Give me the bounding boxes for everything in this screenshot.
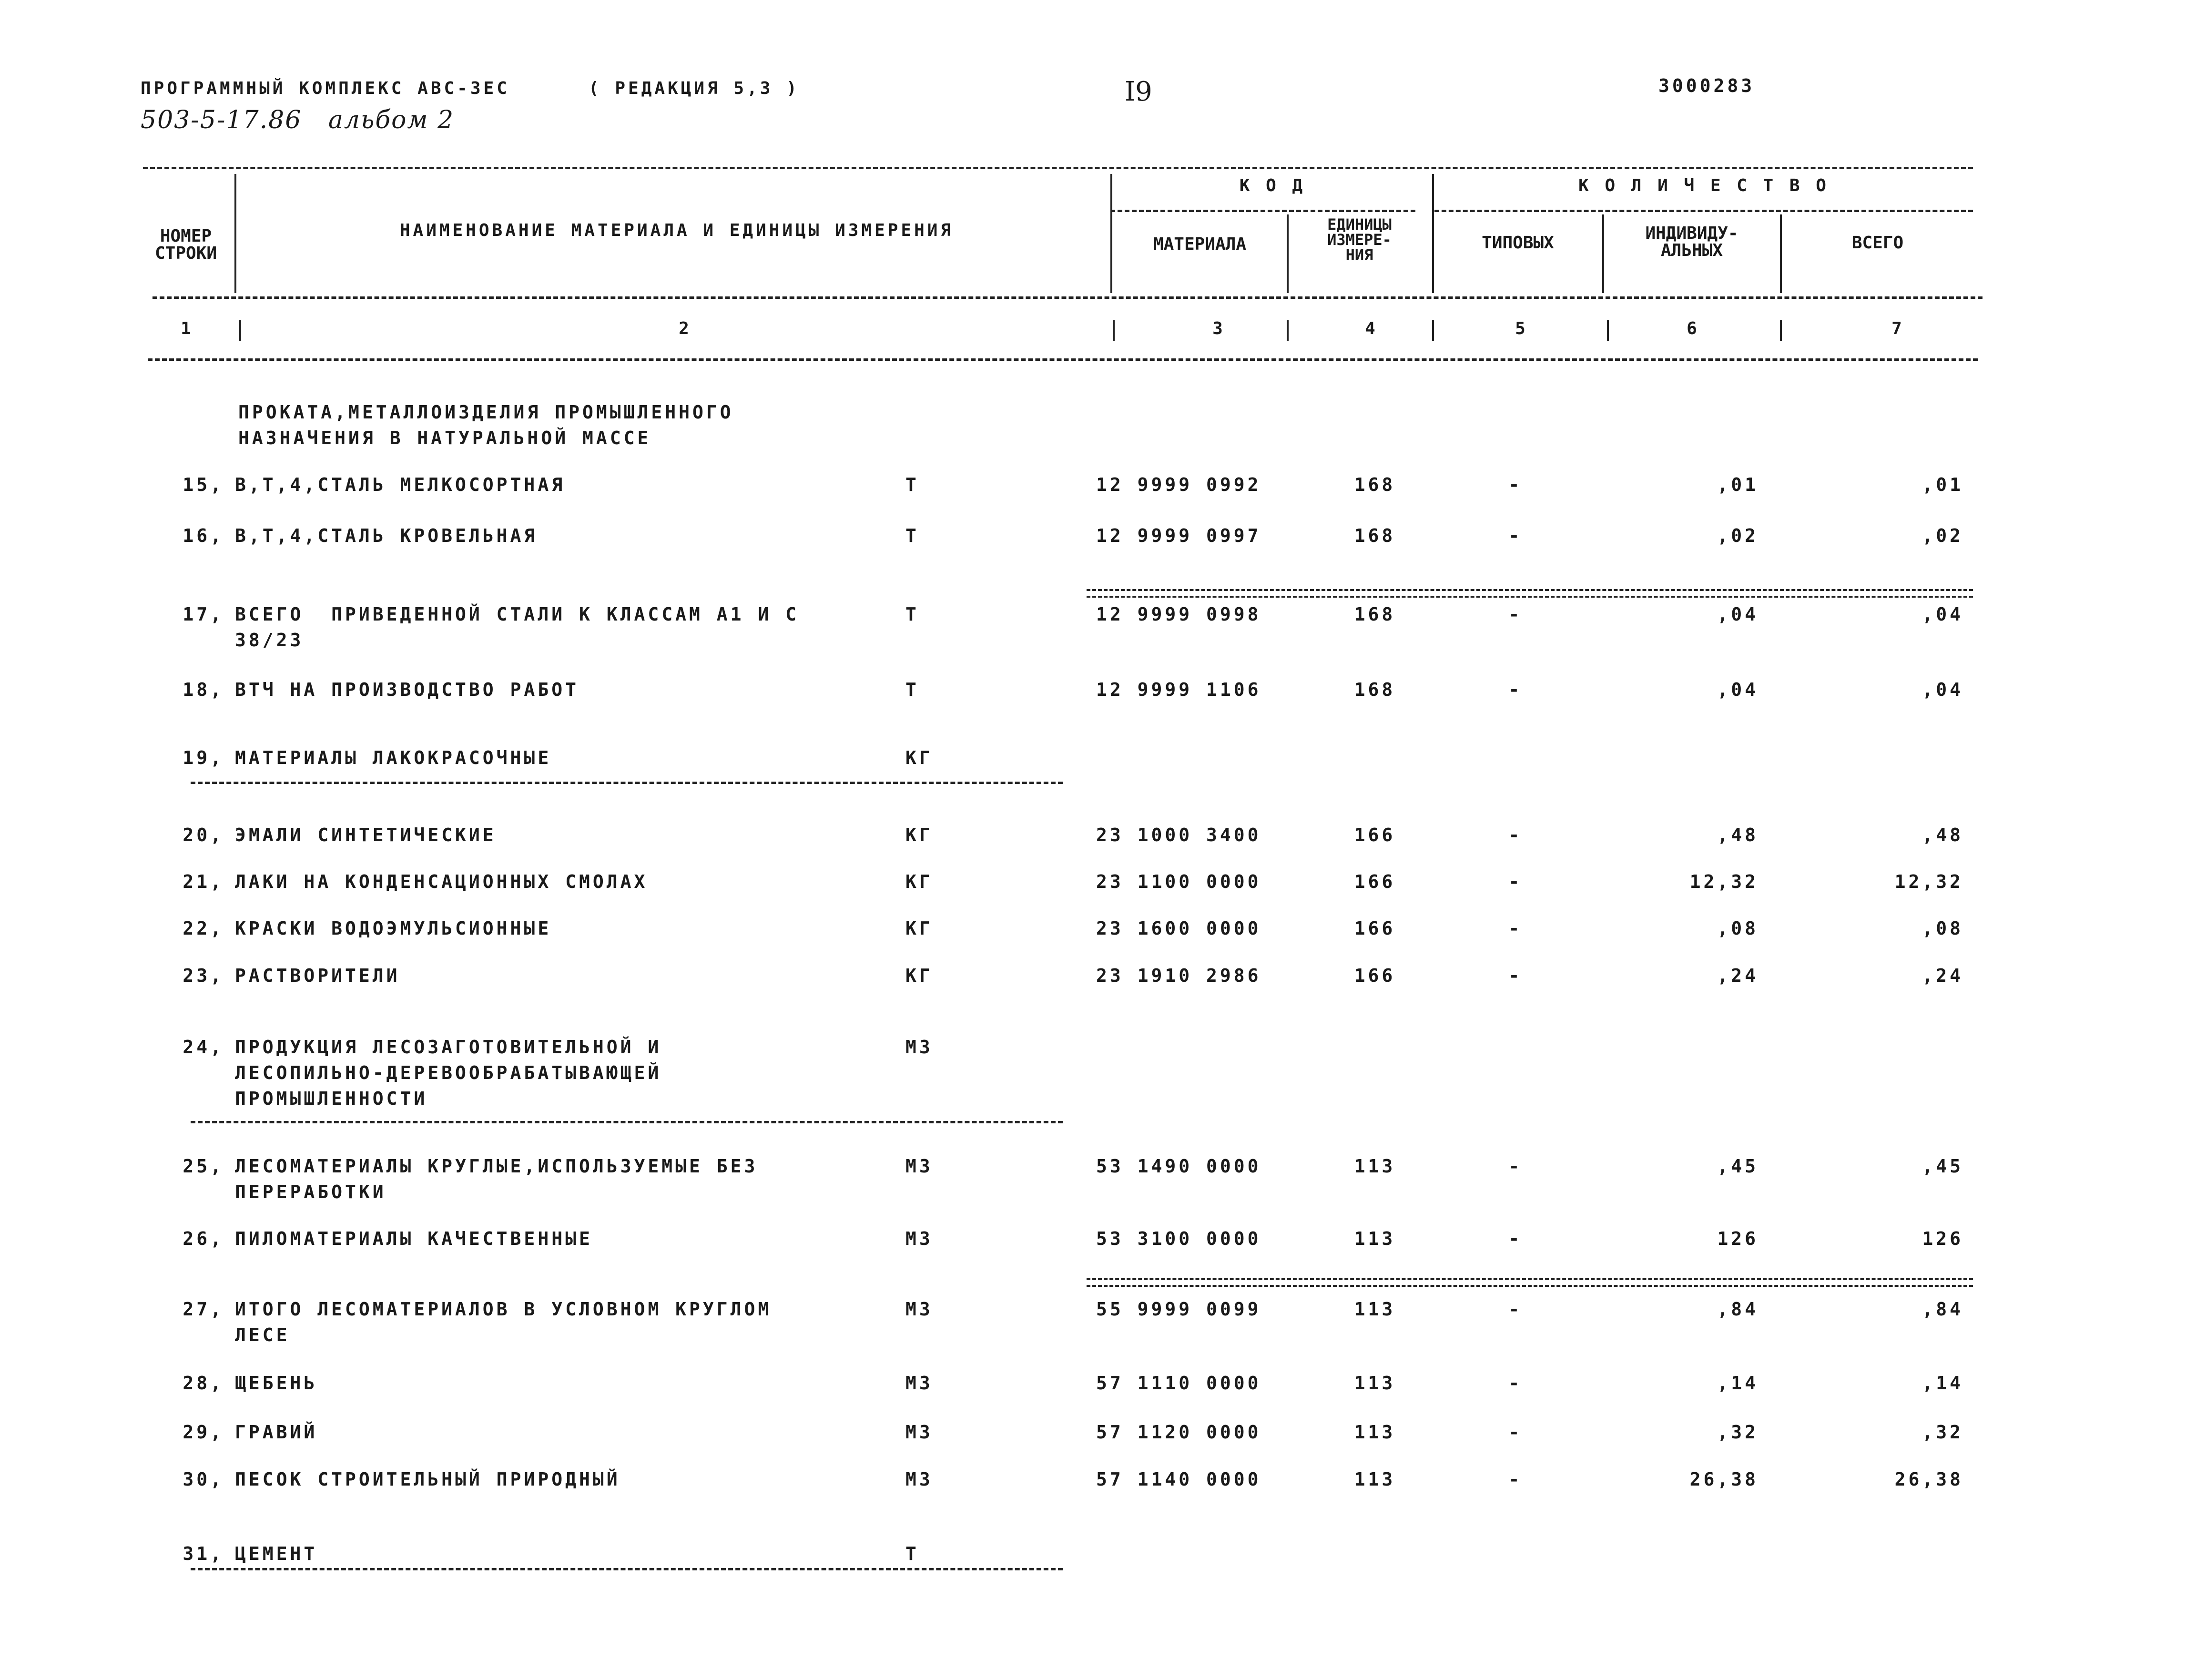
col-number-6: 6 [1687,319,1697,338]
cell-typ: - [1508,825,1523,845]
cell-ind: ,14 [1717,1373,1759,1394]
cell-no: 18, [183,679,224,700]
header-individual: ИНДИВИДУ- АЛЬНЫХ [1645,224,1738,260]
cell-code: 12 9999 0998 [1096,604,1261,625]
cell-name: ЩЕБЕНЬ [235,1373,318,1394]
program-edition: ( РЕДАКЦИЯ 5,3 ) [589,79,800,98]
cell-tot: ,45 [1922,1156,1963,1177]
cell-code: 12 9999 1106 [1096,679,1261,700]
cell-ucode: 168 [1354,679,1396,700]
col-number-2: 2 [679,319,689,338]
cell-tot: ,14 [1922,1373,1963,1394]
col-number-4: 4 [1365,319,1375,338]
cell-name: ПРОДУКЦИЯ ЛЕСОЗАГОТОВИТЕЛЬНОЙ И ЛЕСОПИЛЬНО-ДЕРЕВООБРАБАТЫВАЮЩЕЙ ПРОМЫШЛЕННОСТИ [235,1037,662,1109]
cell-tot: ,84 [1922,1299,1963,1320]
cell-unit: М3 [905,1469,933,1490]
cell-name: ЭМАЛИ СИНТЕТИЧЕСКИЕ [235,825,497,845]
cell-ind: ,04 [1717,679,1759,700]
cell-code: 23 1100 0000 [1096,871,1261,892]
cell-tot: ,08 [1922,918,1963,939]
cell-typ: - [1508,604,1523,625]
col-number-sep [1432,320,1434,341]
code-group-rule [1110,210,1415,212]
cell-ucode: 113 [1354,1299,1396,1320]
cell-name: ГРАВИЙ [235,1422,318,1443]
cell-code: 53 1490 0000 [1096,1156,1261,1177]
cell-unit: Т [905,679,919,700]
group-rule-paints [191,782,1063,784]
cell-tot: ,02 [1922,525,1963,546]
document-code: 3000283 [1658,75,1755,96]
cell-tot: 126 [1922,1228,1963,1249]
cell-unit: Т [905,1543,919,1564]
header-row-number: НОМЕР СТРОКИ [154,226,217,263]
cell-ucode: 166 [1354,918,1396,939]
cell-ind: ,32 [1717,1422,1759,1443]
col-number-rule [148,358,1978,361]
cell-typ: - [1508,525,1523,546]
col-sep-5 [1602,214,1604,293]
cell-name: ЦЕМЕНТ [235,1543,318,1564]
col-number-1: 1 [181,319,191,338]
cell-ind: ,45 [1717,1156,1759,1177]
cell-ind: ,01 [1717,474,1759,495]
cell-unit: КГ [905,825,933,845]
cell-ucode: 166 [1354,965,1396,986]
cell-no: 27, [183,1299,224,1320]
cell-code: 12 9999 0992 [1096,474,1261,495]
cell-name: В,Т,4,СТАЛЬ КРОВЕЛЬНАЯ [235,525,538,546]
cell-typ: - [1508,1422,1523,1443]
col-number-sep [1780,320,1782,341]
cell-no: 31, [183,1543,224,1564]
cell-ucode: 113 [1354,1156,1396,1177]
col-number-sep [1113,320,1115,341]
cell-ind: ,24 [1717,965,1759,986]
cell-ucode: 113 [1354,1228,1396,1249]
cell-typ: - [1508,918,1523,939]
header-typical: ТИПОВЫХ [1482,233,1554,253]
cell-unit: М3 [905,1037,933,1058]
col-sep-2 [1110,174,1112,293]
col-number-sep [1607,320,1609,341]
subtotal-rule-steel [1087,589,1973,598]
col-sep-1 [234,174,236,293]
col-number-sep [239,320,241,341]
section-title: ПРОКАТА,МЕТАЛЛОИЗДЕЛИЯ ПРОМЫШЛЕННОГО НАЗНАЧЕНИЯ В НАТУРАЛЬНОЙ МАССЕ [238,402,734,448]
cell-name: ЛЕСОМАТЕРИАЛЫ КРУГЛЫЕ,ИСПОЛЬЗУЕМЫЕ БЕЗ ПЕРЕРАБОТКИ [235,1156,758,1202]
cell-name: ЛАКИ НА КОНДЕНСАЦИОННЫХ СМОЛАХ [235,871,648,892]
cell-ucode: 113 [1354,1422,1396,1443]
col-number-3: 3 [1212,319,1223,338]
cell-ucode: 168 [1354,604,1396,625]
cell-typ: - [1508,474,1523,495]
cell-code: 12 9999 0997 [1096,525,1261,546]
col-number-7: 7 [1891,319,1902,338]
cell-unit: Т [905,604,919,625]
cell-typ: - [1508,1373,1523,1394]
header-code-material: МАТЕРИАЛА [1153,234,1247,254]
cell-name: ВТЧ НА ПРОИЗВОДСТВО РАБОТ [235,679,579,700]
header-total: ВСЕГО [1851,233,1904,253]
cell-ind: ,84 [1717,1299,1759,1320]
cell-code: 23 1910 2986 [1096,965,1261,986]
cell-ucode: 168 [1354,525,1396,546]
cell-no: 24, [183,1037,224,1058]
cell-tot: 26,38 [1894,1469,1963,1490]
handwritten-album-note: 503-5-17.86 альбом 2 [141,106,455,134]
cell-unit: КГ [905,965,933,986]
cell-unit: М3 [905,1422,933,1443]
cell-tot: ,32 [1922,1422,1963,1443]
col-number-sep [1287,320,1289,341]
cell-name: ПЕСОК СТРОИТЕЛЬНЫЙ ПРИРОДНЫЙ [235,1469,620,1490]
cell-unit: М3 [905,1299,933,1320]
cell-ucode: 166 [1354,871,1396,892]
header-code-unit: ЕДИНИЦЫ ИЗМЕРЕ- НИЯ [1327,215,1392,264]
cell-tot: 12,32 [1894,871,1963,892]
cell-ucode: 113 [1354,1373,1396,1394]
cell-tot: ,48 [1922,825,1963,845]
cell-code: 55 9999 0099 [1096,1299,1261,1320]
cell-name: ВСЕГО ПРИВЕДЕННОЙ СТАЛИ К КЛАССАМ А1 И С 38/23 [235,604,799,651]
cell-typ: - [1508,871,1523,892]
group-rule-cement [191,1568,1063,1570]
cell-typ: - [1508,1469,1523,1490]
cell-unit: КГ [905,747,933,768]
col-number-5: 5 [1515,319,1525,338]
header-bottom-rule [152,296,1982,299]
cell-ind: 12,32 [1689,871,1759,892]
cell-ind: ,08 [1717,918,1759,939]
header-material-name: НАИМЕНОВАНИЕ МАТЕРИАЛА И ЕДИНИЦЫ ИЗМЕРЕНИЯ [399,221,954,240]
cell-name: КРАСКИ ВОДОЭМУЛЬСИОННЫЕ [235,918,552,939]
cell-ind: 126 [1717,1228,1759,1249]
col-sep-4 [1432,174,1434,293]
cell-unit: КГ [905,918,933,939]
cell-no: 29, [183,1422,224,1443]
cell-name: РАСТВОРИТЕЛИ [235,965,400,986]
col-sep-6 [1780,214,1782,293]
cell-no: 19, [183,747,224,768]
cell-name: ПИЛОМАТЕРИАЛЫ КАЧЕСТВЕННЫЕ [235,1228,593,1249]
cell-no: 16, [183,525,224,546]
cell-ind: ,02 [1717,525,1759,546]
cell-no: 26, [183,1228,224,1249]
cell-typ: - [1508,965,1523,986]
cell-no: 30, [183,1469,224,1490]
cell-code: 23 1000 3400 [1096,825,1261,845]
cell-tot: ,01 [1922,474,1963,495]
cell-no: 28, [183,1373,224,1394]
cell-no: 21, [183,871,224,892]
cell-tot: ,24 [1922,965,1963,986]
cell-ucode: 168 [1354,474,1396,495]
cell-typ: - [1508,679,1523,700]
program-title: ПРОГРАММНЫЙ КОМПЛЕКС АВС-3ЕС [141,79,510,98]
quantity-group-rule [1434,210,1973,212]
cell-ucode: 113 [1354,1469,1396,1490]
cell-ind: ,04 [1717,604,1759,625]
header-code: К О Д [1239,176,1306,195]
cell-no: 25, [183,1156,224,1177]
cell-code: 57 1120 0000 [1096,1422,1261,1443]
header-quantity: К О Л И Ч Е С Т В О [1578,176,1829,195]
cell-typ: - [1508,1156,1523,1177]
table-top-rule [143,167,1973,169]
cell-no: 22, [183,918,224,939]
cell-unit: КГ [905,871,933,892]
cell-ind: 26,38 [1689,1469,1759,1490]
cell-unit: Т [905,525,919,546]
cell-ind: ,48 [1717,825,1759,845]
cell-ucode: 166 [1354,825,1396,845]
cell-no: 20, [183,825,224,845]
cell-unit: М3 [905,1228,933,1249]
col-sep-3 [1287,214,1289,293]
subtotal-rule-timber [1087,1278,1973,1287]
cell-name: МАТЕРИАЛЫ ЛАКОКРАСОЧНЫЕ [235,747,552,768]
cell-name: В,Т,4,СТАЛЬ МЕЛКОСОРТНАЯ [235,474,566,495]
cell-unit: М3 [905,1373,933,1394]
cell-name: ИТОГО ЛЕСОМАТЕРИАЛОВ В УСЛОВНОМ КРУГЛОМ ЛЕСЕ [235,1299,772,1345]
cell-code: 53 3100 0000 [1096,1228,1261,1249]
page-number: I9 [1125,76,1152,107]
cell-typ: - [1508,1299,1523,1320]
cell-unit: М3 [905,1156,933,1177]
cell-typ: - [1508,1228,1523,1249]
cell-no: 15, [183,474,224,495]
cell-no: 23, [183,965,224,986]
cell-tot: ,04 [1922,604,1963,625]
cell-unit: Т [905,474,919,495]
cell-code: 57 1140 0000 [1096,1469,1261,1490]
cell-no: 17, [183,604,224,625]
cell-tot: ,04 [1922,679,1963,700]
cell-code: 57 1110 0000 [1096,1373,1261,1394]
group-rule-timber [191,1121,1063,1123]
cell-code: 23 1600 0000 [1096,918,1261,939]
